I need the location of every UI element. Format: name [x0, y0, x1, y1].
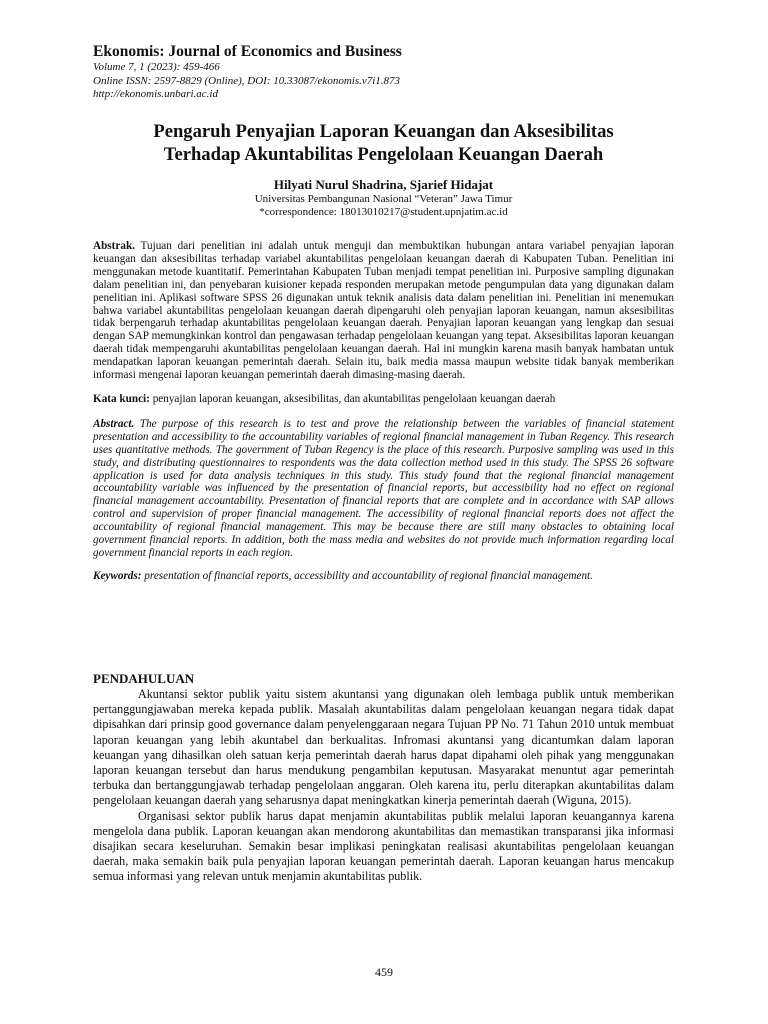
keywords-en: [93, 570, 674, 583]
keywords-id: [93, 393, 674, 406]
paper-title: [93, 121, 674, 166]
affiliation: Universitas Pembangunan Nasional “Veteran” Jawa Timur: [254, 193, 513, 205]
page-number: 459: [375, 965, 393, 979]
paragraph: Akuntansi sektor publik yaitu sistem akuntansi yang digunakan oleh lembaga publik untuk memberikan pertanggungjawaban mereka kepada publik. Masalah akuntabilitas dalam pengelolaan keuangan negara tidak dapat dipisahkan dari prinsip good governance dalam penyelenggaraan negara Tujuan PP No. 71 Tahun 2010 untuk membuat laporan keuangan yang lebih akuntabel dan berkualitas. Infromasi akuntansi yang dicantumkan dalam laporan keuangan yang dihasilkan oleh satuan kerja pemerintah daerah harus dapat dipahami oleh pihak yang menggunakan laporan keuangan tersebut dan harus mendukung pengambilan keputusan. Masyarakat menuntut agar pemerintah terbuka dan bertanggungjawab terhadap pengelolaan anggaran. Oleh karena itu, perlu diterapkan akuntabilitas dalam pengelolaan keuangan daerah yang seharusnya dapat meningkatkan kinerja pemerintah daerah (Wiguna, 2015).: [93, 687, 674, 808]
keywords-en-text: presentation of financial reports, accessibility and accountability of regional financial management.: [141, 569, 593, 582]
introduction: [93, 687, 674, 885]
section-heading: PENDAHULUAN: [93, 671, 195, 686]
keywords-id-text: penyajian laporan keuangan, aksesibilitas, dan akuntabilitas pengelolaan keuangan daerah: [149, 392, 556, 405]
authors: Hilyati Nurul Shadrina, Sjarief Hidajat: [273, 177, 494, 192]
keywords-en-label: Keywords:: [93, 569, 142, 582]
journal-header: [93, 42, 674, 102]
paper-title-line-1: Pengaruh Penyajian Laporan Keuangan dan Aksesibilitas: [153, 121, 614, 142]
title-block: [93, 121, 674, 219]
journal-title: Ekonomis: Journal of Economics and Business: [93, 43, 402, 60]
abstract-id-label: Abstrak.: [93, 240, 135, 252]
journal-url: http://ekonomis.unbari.ac.id: [93, 88, 218, 100]
journal-issn-doi: Online ISSN: 2597-8829 (Online), DOI: 10.33087/ekonomis.v7i1.873: [93, 74, 401, 87]
paragraph: Organisasi sektor publik harus dapat menjamin akuntabilitas publik melalui laporan keuangannya karena mengelola dana publik. Laporan keuangan akan mendorong akuntabilitas dan memastikan transparansi jika informasi disajikan secara keseluruhan. Semakin besar implikasi peningkatan realisasi akuntabilitas pengelolaan keuangan daerah, maka semakin baik pula penyajian laporan keuangan pemerintah daerah. Laporan keuangan harus mencakup semua informasi yang relevan untuk menjamin akuntabilitas publik.: [93, 808, 674, 884]
abstract-section: [93, 240, 674, 583]
abstract-en: [93, 418, 674, 560]
abstract-en-label: Abstract.: [93, 417, 135, 430]
abstract-id: [93, 240, 674, 382]
paper-title-line-2: Terhadap Akuntabilitas Pengelolaan Keuangan Daerah: [163, 143, 604, 165]
abstract-en-text: The purpose of this research is to test and prove the relationship between the variables of financial statement presentation and accessibility to the accountability variables of regional financial management in Tuban Regency. This research uses quantitative methods. The government of Tuban Regency is the place of this research. Purposive sampling was used in this study, and distributing questionnaires to respondents was the data collection method used in this study. The SPSS 26 software application is used for data analysis techniques in this study. This study found that the regional financial management accountability variable was influenced by the presentation of financial reports, but accessibility had no effect on regional financial management accountability. Presentation of financial reports that are complete and in accordance with SAP allows control and supervision of proper financial management. The accessibility of regional financial reports does not affect the accountability of regional financial management. This may be because there are still many obstacles to obtaining local government financial reports. In addition, both the mass media and websites do not provide much information regarding local government financial reports in each region.: [93, 417, 674, 559]
journal-volume: Volume 7, 1 (2023): 459-466: [93, 61, 220, 73]
abstract-id-text: Tujuan dari penelitian ini adalah untuk menguji dan membuktikan hubungan antara variabel penyajian laporan keuangan dan aksesibilitas terhadap variabel akuntabilitas pengelolaan keuangan daerah di Kabupaten Tuban. Penelitian ini menggunakan metode kuantitatif. Pemerintahan Kabupaten Tuban menjadi tempat penelitian ini. Purposive sampling digunakan dalam penelitian ini, dan penyebaran kuisioner kepada responden merupakan metode pengumpulan data yang digunakan dalam penelitian ini. Aplikasi software SPSS 26 digunakan untuk teknik analisis data dalam penelitian ini. Penelitian ini menemukan bahwa variabel akuntabilitas pengelolaan keuangan daerah dipengaruhi oleh penyajian laporan keuangan, namun aksesibilitas tidak berpengaruh terhadap akuntabilitas pengelolaan keuangan daerah. Penyajian laporan keuangan yang lengkap dan sesuai dengan SAP memungkinkan kontrol dan pengawasan terhadap pengelolaan keuangan yang tepat. Aksesibilitas laporan keuangan daerah tidak mempengaruhi akuntabilitas pengelolaan keuangan daerah. Hal ini mungkin karena masih banyak hambatan untuk mendapatkan laporan keuangan pemerintah daerah. Selain itu, baik media massa maupun website tidak banyak memberikan informasi mengenai laporan keuangan pemerintah daerah dimasing-masing daerah.: [93, 240, 674, 382]
correspondence: *correspondence: 18013010217@student.upnjatim.ac.id: [259, 206, 508, 218]
keywords-id-label: Kata kunci:: [93, 392, 150, 405]
